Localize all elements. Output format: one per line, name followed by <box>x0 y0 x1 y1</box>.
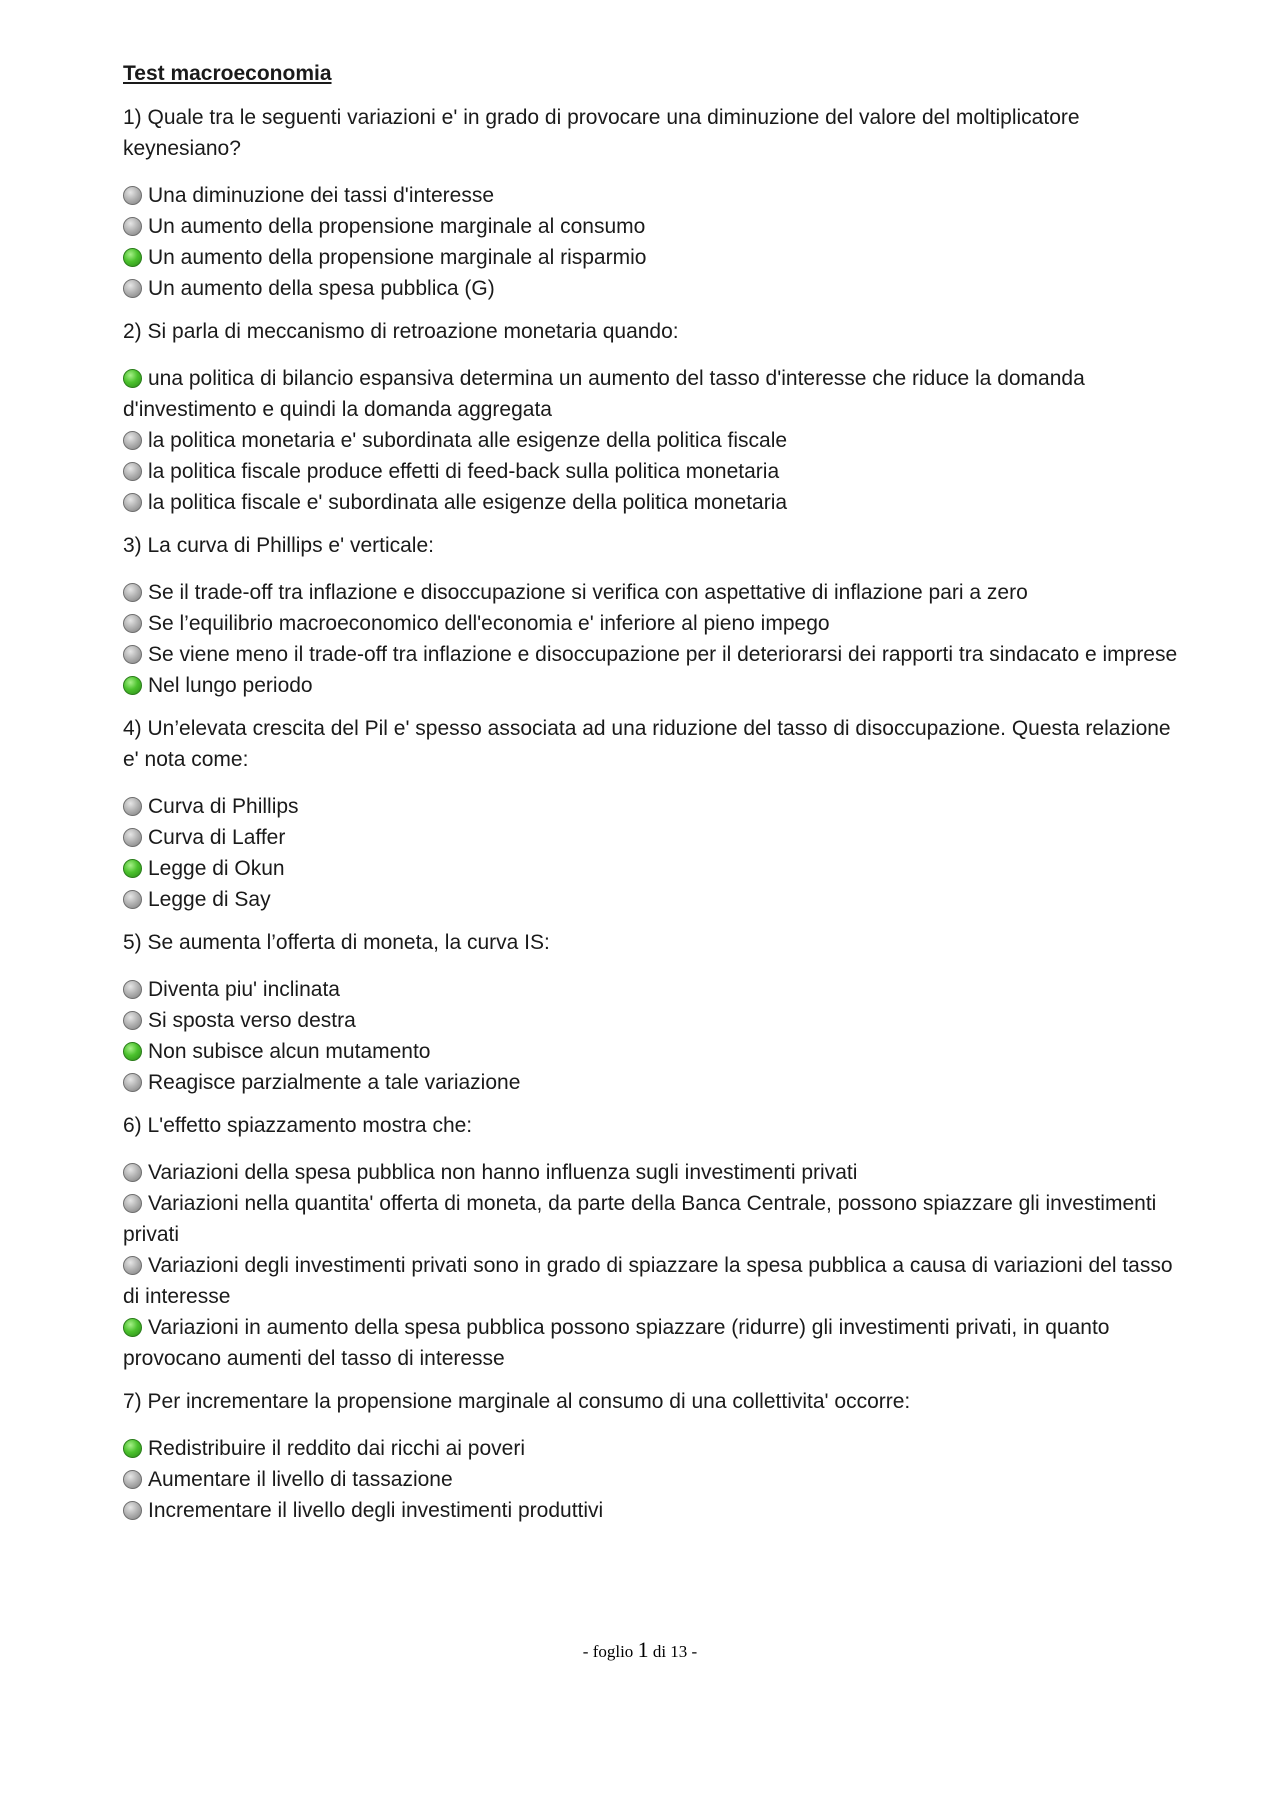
grey-radio-icon <box>123 493 142 512</box>
answer-list <box>123 974 1180 1098</box>
answer-list <box>123 1157 1180 1374</box>
question-list <box>123 102 1180 1526</box>
answer-option-text: Se viene meno il trade-off tra inflazione e disoccupazione per il deteriorarsi dei rapporti tra sindacato e imprese <box>148 643 1178 666</box>
question-text: 6) L'effetto spiazzamento mostra che: <box>123 1114 473 1137</box>
answer-option-text: Un aumento della propensione marginale al risparmio <box>148 246 647 269</box>
page-footer <box>0 1638 1280 1664</box>
answer-option-text: Non subisce alcun mutamento <box>148 1040 431 1063</box>
grey-radio-icon <box>123 462 142 481</box>
answer-option <box>123 425 1180 456</box>
answer-option-text: Variazioni della spesa pubblica non hanno influenza sugli investimenti privati <box>148 1161 858 1184</box>
answer-option-text: Diventa piu' inclinata <box>148 978 340 1001</box>
grey-radio-icon <box>123 186 142 205</box>
green-radio-icon <box>123 1042 142 1061</box>
answer-option-text: Legge di Okun <box>148 857 285 880</box>
answer-option-text: Curva di Phillips <box>148 795 299 818</box>
answer-option <box>123 273 1180 304</box>
grey-radio-icon <box>123 645 142 664</box>
footer-page-number: 1 <box>637 1637 649 1662</box>
green-radio-icon <box>123 1318 142 1337</box>
answer-option-text: Variazioni degli investimenti privati sono in grado di spiazzare la spesa pubblica a causa di variazioni del tasso di interesse <box>123 1254 1173 1308</box>
footer-total: di 13 - <box>652 1642 698 1661</box>
question-block <box>123 1110 1180 1374</box>
answer-option-text: Aumentare il livello di tassazione <box>148 1468 453 1491</box>
answer-option <box>123 487 1180 518</box>
answer-option-text: Redistribuire il reddito dai ricchi ai poveri <box>148 1437 525 1460</box>
green-radio-icon <box>123 859 142 878</box>
answer-option-text: Se il trade-off tra inflazione e disoccupazione si verifica con aspettative di inflazione pari a zero <box>148 581 1028 604</box>
answer-option <box>123 1036 1180 1067</box>
answer-option <box>123 1005 1180 1036</box>
answer-option-text: Una diminuzione dei tassi d'interesse <box>148 184 495 207</box>
answer-option <box>123 1067 1180 1098</box>
answer-option <box>123 577 1180 608</box>
grey-radio-icon <box>123 1470 142 1489</box>
answer-option <box>123 853 1180 884</box>
answer-option <box>123 791 1180 822</box>
answer-option <box>123 211 1180 242</box>
question-text: 2) Si parla di meccanismo di retroazione monetaria quando: <box>123 320 679 343</box>
question-text: 5) Se aumenta l’offerta di moneta, la curva IS: <box>123 931 550 954</box>
question-block <box>123 1386 1180 1526</box>
grey-radio-icon <box>123 1194 142 1213</box>
answer-option <box>123 670 1180 701</box>
answer-option-text: Variazioni nella quantita' offerta di moneta, da parte della Banca Centrale, possono spiazzare gli investimenti privati <box>123 1192 1157 1246</box>
grey-radio-icon <box>123 1011 142 1030</box>
answer-option-text: Se l’equilibrio macroeconomico dell'economia e' inferiore al pieno impego <box>148 612 830 635</box>
answer-option <box>123 1250 1180 1312</box>
question-block <box>123 927 1180 1098</box>
green-radio-icon <box>123 1439 142 1458</box>
question-text: 7) Per incrementare la propensione marginale al consumo di una collettivita' occorre: <box>123 1390 911 1413</box>
answer-option <box>123 1188 1180 1250</box>
answer-option-text: Reagisce parzialmente a tale variazione <box>148 1071 521 1094</box>
answer-option <box>123 1312 1180 1374</box>
grey-radio-icon <box>123 217 142 236</box>
answer-option-text: Curva di Laffer <box>148 826 286 849</box>
document-title: Test macroeconomia <box>123 62 332 85</box>
answer-option <box>123 1157 1180 1188</box>
answer-list <box>123 791 1180 915</box>
grey-radio-icon <box>123 890 142 909</box>
green-radio-icon <box>123 676 142 695</box>
grey-radio-icon <box>123 1073 142 1092</box>
question-block <box>123 713 1180 915</box>
answer-option-text: Incrementare il livello degli investimenti produttivi <box>148 1499 604 1522</box>
answer-option <box>123 242 1180 273</box>
question-text: 3) La curva di Phillips e' verticale: <box>123 534 434 557</box>
answer-option-text: la politica monetaria e' subordinata alle esigenze della politica fiscale <box>148 429 788 452</box>
grey-radio-icon <box>123 1163 142 1182</box>
answer-list <box>123 363 1180 518</box>
answer-option-text: Legge di Say <box>148 888 271 911</box>
grey-radio-icon <box>123 828 142 847</box>
answer-option-text: la politica fiscale e' subordinata alle esigenze della politica monetaria <box>148 491 788 514</box>
grey-radio-icon <box>123 614 142 633</box>
question-block <box>123 316 1180 518</box>
grey-radio-icon <box>123 1256 142 1275</box>
green-radio-icon <box>123 369 142 388</box>
answer-option-text: Un aumento della propensione marginale al consumo <box>148 215 646 238</box>
question-block <box>123 102 1180 304</box>
answer-option-text: Un aumento della spesa pubblica (G) <box>148 277 495 300</box>
answer-option <box>123 180 1180 211</box>
answer-option-text: Nel lungo periodo <box>148 674 313 697</box>
answer-option-text: la politica fiscale produce effetti di feed-back sulla politica monetaria <box>148 460 780 483</box>
grey-radio-icon <box>123 583 142 602</box>
answer-option <box>123 608 1180 639</box>
footer-prefix: - foglio <box>582 1642 634 1661</box>
answer-option-text: Si sposta verso destra <box>148 1009 356 1032</box>
grey-radio-icon <box>123 980 142 999</box>
answer-option <box>123 884 1180 915</box>
answer-list <box>123 180 1180 304</box>
answer-option <box>123 1433 1180 1464</box>
grey-radio-icon <box>123 1501 142 1520</box>
answer-option <box>123 822 1180 853</box>
answer-option <box>123 363 1180 425</box>
grey-radio-icon <box>123 431 142 450</box>
question-text: 1) Quale tra le seguenti variazioni e' in grado di provocare una diminuzione del valore del moltiplicatore keynesiano? <box>123 106 1080 160</box>
answer-list <box>123 1433 1180 1526</box>
grey-radio-icon <box>123 279 142 298</box>
answer-option-text: una politica di bilancio espansiva determina un aumento del tasso d'interesse che riduce la domanda d'investimento e quindi la domanda aggregata <box>123 367 1085 421</box>
question-block <box>123 530 1180 701</box>
question-text: 4) Un’elevata crescita del Pil e' spesso associata ad una riduzione del tasso di disoccupazione. Questa relazione e' nota come: <box>123 717 1171 771</box>
answer-option <box>123 1464 1180 1495</box>
green-radio-icon <box>123 248 142 267</box>
answer-option <box>123 974 1180 1005</box>
answer-option <box>123 1495 1180 1526</box>
grey-radio-icon <box>123 797 142 816</box>
answer-option <box>123 456 1180 487</box>
answer-list <box>123 577 1180 701</box>
answer-option <box>123 639 1180 670</box>
answer-option-text: Variazioni in aumento della spesa pubblica possono spiazzare (ridurre) gli investimenti privati, in quanto provocano aumenti del tasso di interesse <box>123 1316 1110 1370</box>
